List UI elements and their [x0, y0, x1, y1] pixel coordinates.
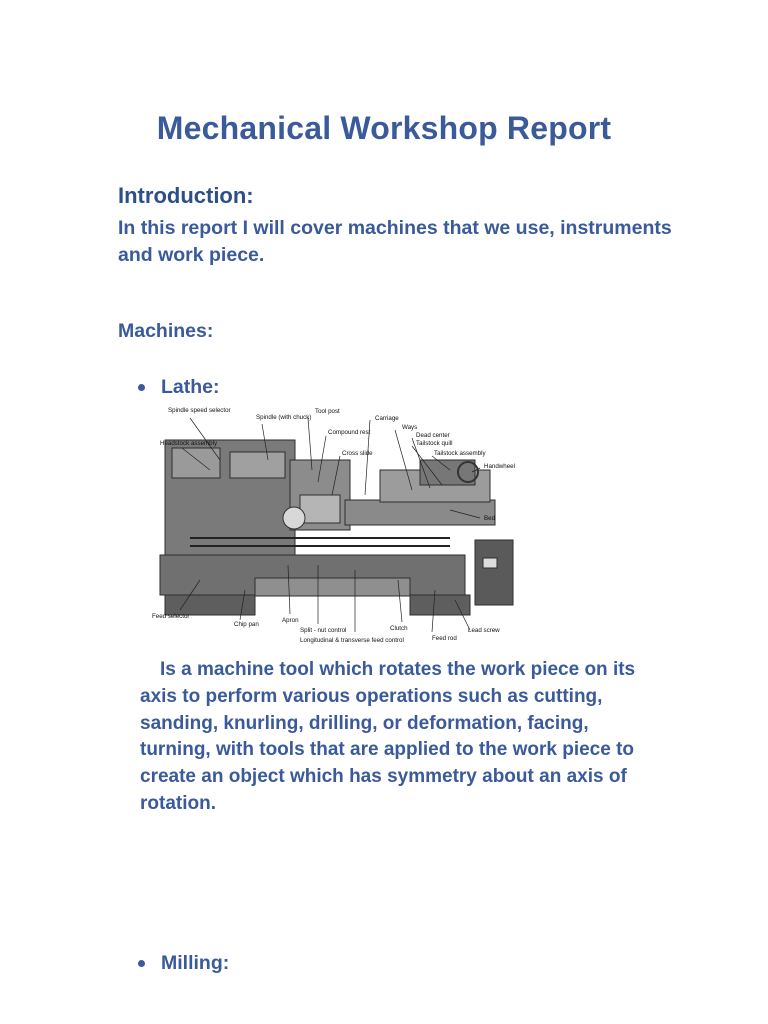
- callout-apron: Apron: [282, 617, 299, 624]
- introduction-text: In this report I will cover machines that we use, instruments and work piece.: [118, 217, 672, 266]
- callout-tailstock-assembly: Tailstock assembly: [434, 450, 486, 457]
- callout-ways: Ways: [402, 424, 418, 431]
- callout-spindle-speed-selector: Spindle speed selector: [168, 407, 231, 414]
- milling-label: Milling:: [161, 952, 230, 974]
- bullet-icon: [138, 384, 145, 391]
- callout-dead-center: Dead center: [416, 432, 450, 439]
- lathe-bullet: [138, 376, 220, 399]
- callout-split-nut-control: Split - nut control: [300, 627, 347, 634]
- callout-cross-slide: Cross slide: [342, 450, 373, 457]
- callout-tool-post: Tool post: [315, 408, 340, 415]
- callout-feed-rod: Feed rod: [432, 635, 457, 642]
- callout-chip-pan: Chip pan: [234, 621, 259, 628]
- milling-bullet: [138, 952, 229, 975]
- callout-compound-rest: Compound rest: [328, 429, 371, 436]
- bullet-icon: [138, 960, 145, 967]
- callout-feed-selector: Feed selector: [152, 613, 190, 620]
- callout-lead-screw: Lead screw: [468, 627, 500, 634]
- lathe-diagram: [150, 400, 530, 658]
- callout-headstock-assembly: Headstock assembly: [160, 440, 218, 447]
- callout-longitudinal-feed-control: Longitudinal & transverse feed control: [300, 637, 404, 644]
- callout-tailstock-quill: Tailstock quill: [416, 440, 453, 447]
- callout-handwheel: Handwheel: [484, 463, 515, 470]
- document-title: Mechanical Workshop Report: [156, 110, 612, 146]
- machines-heading: Machines:: [118, 320, 214, 342]
- introduction-heading: Introduction:: [118, 183, 254, 208]
- callout-bed: Bed: [484, 515, 496, 522]
- callout-carriage: Carriage: [375, 415, 399, 422]
- lathe-label: Lathe:: [161, 376, 220, 398]
- lathe-description: Is a machine tool which rotates the work piece on its axis to perform various operations such as cutting, sanding, knurling, drilling, or deformation, facing, turning, with tools that are applied to the work piece to create an object which has symmetry about an axis of rotation.: [140, 659, 636, 814]
- callout-spindle: Spindle (with chuck): [256, 414, 312, 421]
- callout-clutch: Clutch: [390, 625, 408, 632]
